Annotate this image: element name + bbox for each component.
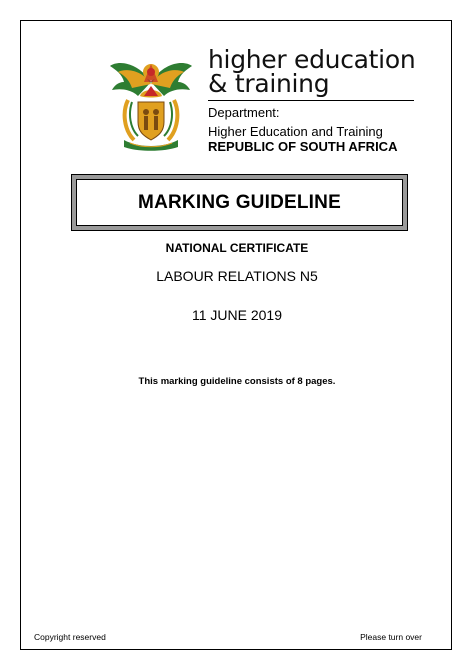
exam-date: 11 JUNE 2019	[191, 307, 282, 323]
department-name: Higher Education and Training	[208, 124, 383, 139]
country-name: REPUBLIC OF SOUTH AFRICA	[208, 139, 398, 154]
title-box-inner	[76, 179, 403, 226]
footer-turn-over: Please turn over	[360, 632, 422, 642]
brand-divider	[208, 100, 414, 101]
title-box	[71, 174, 408, 231]
department-branding	[208, 45, 418, 154]
brand-line-higher-education: higher education	[208, 45, 416, 74]
subject-heading: LABOUR RELATIONS N5	[156, 268, 318, 284]
document-title: MARKING GUIDELINE	[138, 191, 341, 213]
certificate-heading: NATIONAL CERTIFICATE	[165, 241, 309, 255]
footer-copyright: Copyright reserved	[34, 632, 106, 642]
page-count-note: This marking guideline consists of 8 pages.	[138, 376, 336, 387]
brand-line-training: & training	[208, 69, 330, 98]
department-label: Department:	[208, 105, 280, 120]
coat-of-arms-icon	[108, 52, 194, 152]
